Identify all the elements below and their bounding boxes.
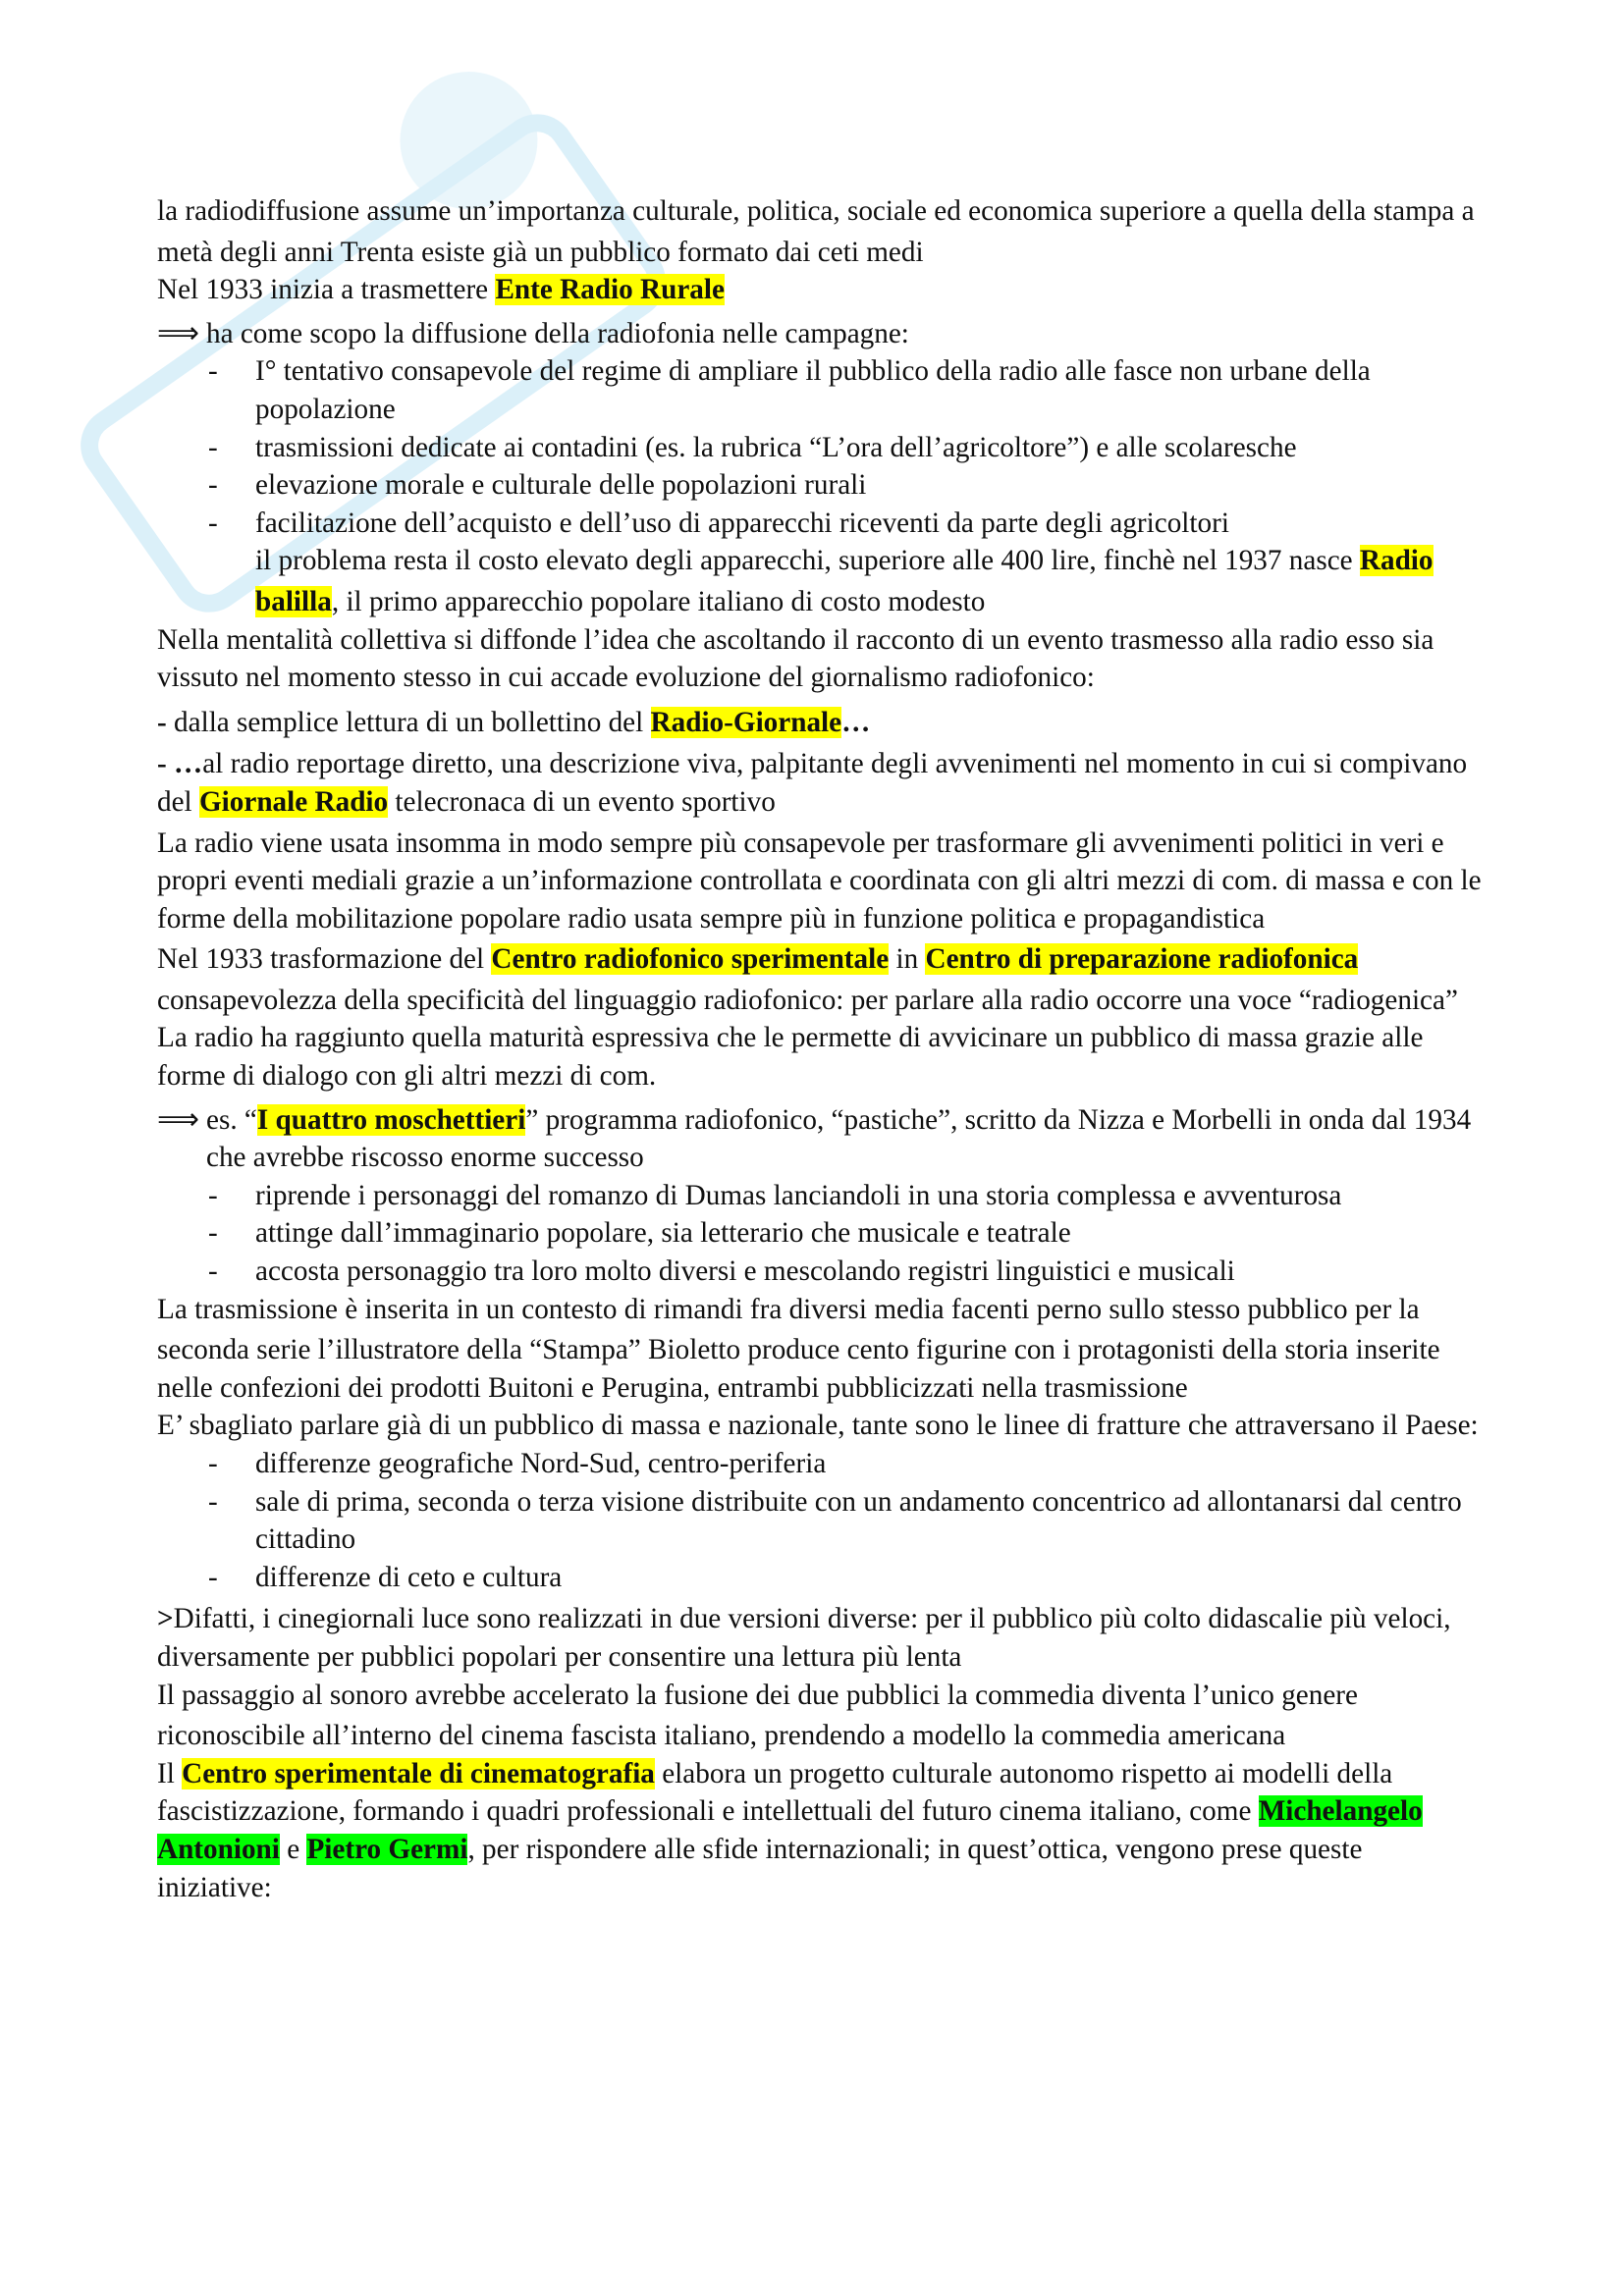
list-item: - accosta personaggio tra loro molto diversi e mescolando registri linguistici e musicali [206,1253,1483,1291]
highlight-term: Centro radiofonico sperimentale [491,943,890,976]
paragraph: Nel 1933 inizia a trasmettere Ente Radio Rurale [157,274,725,306]
paragraph: La radio viene usata insomma in modo sempre più consapevole per trasformare gli avvenimenti politici in veri e propri eventi mediali grazie a un’informazione controllata e coordinata con gli altri mezzi di com. di massa e con le forme della mobilitazione popolare radio usata sempre più in funzione politica e propagandistica [157,827,1482,934]
paragraph: La trasmissione è inserita in un contesto di rimandi fra diversi media facenti perno sullo stesso pubblico per la seconda serie l’illustratore della “Stampa” Bioletto produce cento figurine con i protagonisti della storia inserite nelle confezioni dei prodotti Buitoni e Perugina, entrambi pubblicizzati nella trasmissione [157,1293,1440,1404]
highlight-term: Radio balilla [255,545,1434,617]
list-item: - differenze di ceto e cultura [206,1559,1483,1597]
paragraph: Il Centro sperimentale di cinematografia elabora un progetto culturale autonomo rispetto ai modelli della fascistizzazione, formando i quadri professionali e intellettuali del futuro cinema italiano, come Michelangelo Antonioni e Pietro Germi, per rispondere alle sfide internazionali; in quest’ottica, vengono prese queste iniziative: [157,1757,1423,1903]
paragraph: - …al radio reportage diretto, una descrizione viva, palpitante degli avvenimenti nel momento in cui si compivano del Giornale Radio telecronaca di un evento sportivo [157,748,1468,818]
highlight-term: Centro sperimentale di cinematografia [182,1757,655,1789]
double-right-arrow-icon: ⟹ [157,1101,200,1137]
paragraph: Il passaggio al sonoro avrebbe accelerato la fusione dei due pubblici la commedia diventa l’unico genere riconoscibile all’interno del cinema fascista italiano, prendendo a modello la commedia americana [157,1679,1358,1752]
highlight-name: Pietro Germi [306,1833,468,1865]
dash-list [157,352,1483,620]
list-item: - I° tentativo consapevole del regime di ampliare il pubblico della radio alle fasce non urbane della popolazione [206,352,1483,428]
highlight-term: I quattro moschettieri [256,1103,526,1136]
paragraph: Nella mentalità collettiva si diffonde l’idea che ascoltando il racconto di un evento trasmesso alla radio esso sia vissuto nel momento stesso in cui accade evoluzione del giornalismo radiofonico: [157,623,1434,694]
list-item: - riprende i personaggi del romanzo di Dumas lanciandoli in una storia complessa e avventurosa [206,1177,1483,1215]
list-item: - sale di prima, seconda o terza visione distribuite con un andamento concentrico ad allontanarsi dal centro cittadino [206,1483,1483,1559]
paragraph: La radio ha raggiunto quella maturità espressiva che le permette di avvicinare un pubblico di massa grazie alle forme di dialogo con gli altri mezzi di com. [157,1022,1424,1093]
highlight-term: Centro di preparazione radiofonica [925,943,1359,976]
highlight-name: Michelangelo Antonioni [157,1795,1423,1865]
list-item: - attinge dall’immaginario popolare, sia letterario che musicale e teatrale [206,1214,1483,1253]
document-page [157,192,1483,1906]
paragraph: - dalla semplice lettura di un bollettino del Radio-Giornale… [157,706,871,738]
paragraph: E’ sbagliato parlare già di un pubblico di massa e nazionale, tante sono le linee di fratture che attraversano il Paese: [157,1410,1479,1442]
list-item: - differenze geografiche Nord-Sud, centro-periferia [206,1445,1483,1483]
dash-list [157,1445,1483,1596]
arrow-bullet: ⟹ ha come scopo la diffusione della radiofonia nelle campagne: [157,315,1483,353]
highlight-term: Radio-Giornale [650,706,842,738]
dash-list [206,1177,1483,1291]
paragraph: Nel 1933 trasformazione del Centro radiofonico sperimentale in Centro di preparazione radiofonica consapevolezza della specificità del linguaggio radiofonico: per parlare alla radio occorre una voce “radiogenica” [157,943,1458,1016]
list-item: - trasmissioni dedicate ai contadini (es. la rubrica “L’ora dell’agricoltore”) e alle scolaresche [206,429,1483,467]
highlight-term: Giornale Radio [198,785,389,818]
paragraph: >Difatti, i cinegiornali luce sono realizzati in due versioni diverse: per il pubblico più colto didascalie più veloci, diversamente per pubblici popolari per consentire una lettura più lenta [157,1603,1451,1673]
double-right-arrow-icon: ⟹ [157,315,200,350]
paragraph: la radiodiffusione assume un’importanza culturale, politica, sociale ed economica superiore a quella della stampa a metà degli anni Trenta esiste già un pubblico formato dai ceti medi [157,195,1475,268]
arrow-bullet: ⟹ es. “I quattro moschettieri” programma radiofonico, “pastiche”, scritto da Nizza e Morbelli in onda dal 1934 che avrebbe riscosso enorme successo - riprende i personaggi del romanzo di Dumas lanciandoli in una storia complessa e avventurosa - attinge dall’immaginario popolare, sia letterario che musicale e teatrale - accosta personaggio tra loro molto diversi e mescolando registri linguistici e musicali [157,1101,1483,1291]
list-item: - facilitazione dell’acquisto e dell’uso di apparecchi riceventi da parte degli agricoltori il problema resta il costo elevato degli apparecchi, superiore alle 400 lire, finchè nel 1937 nasce Radio balilla, il primo apparecchio popolare italiano di costo modesto [206,505,1483,621]
list-item: - elevazione morale e culturale delle popolazioni rurali [206,466,1483,505]
highlight-term: Ente Radio Rurale [495,274,725,306]
